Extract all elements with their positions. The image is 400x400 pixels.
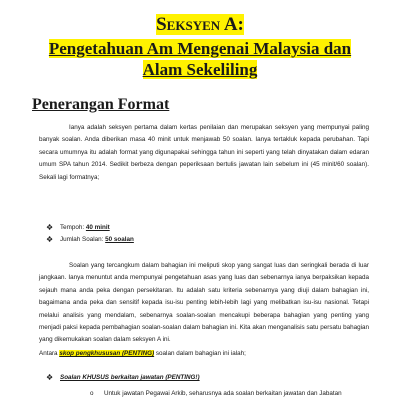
scope-intro-line (39, 348, 246, 360)
section-title (0, 14, 400, 36)
format-heading: Penerangan Format (32, 96, 170, 113)
sub-bullet-item (46, 372, 200, 384)
list-item-value: 50 soalan (105, 236, 134, 244)
scope-intro-suffix: soalan dalam bahagian ini ialah; (154, 350, 246, 357)
scope-highlight: skop pengkhususan (PENTING) (59, 350, 155, 357)
circle-bullet-icon: o (90, 390, 94, 397)
diamond-bullet-icon: ❖ (46, 373, 54, 382)
section-title-text: Seksyen A: (156, 14, 244, 35)
list-item (46, 222, 134, 234)
scope-paragraph-text: Soalan yang tercangkum dalam bahagian ini meliputi skop yang sangat luas dan seringkali berada di luar jangkaan. Ianya menuntut anda mempunyai pengetahuan asas yang luas dan sebenarnya ianya berpaksikan kepada sejauh mana anda peka dengan persekitaran. Itu adalah satu kriteria sebenarnya yang diuji dalam bahagian ini, bagaimana anda peka dan sensitif kepada isu-isu penting lebih-lebih lagi yang melibatkan isu-isu nasional. Tetapi melalui analisis yang mendalam, sebenarnya soalan-soalan mencakupi beberapa bahagian yang penting yang menjadi paksi kepada pembahagian soalan-soalan dalam bahagian ini. Kita akan menganalisis satu persatu bahagian yang dikemukakan soalan dalam seksyen A ini. (39, 262, 369, 344)
format-list (46, 222, 134, 247)
section-subtitle-line1: Pengetahuan Am Mengenai Malaysia dan (48, 39, 352, 58)
scope-intro-prefix: Antara (39, 350, 60, 357)
list-item (46, 234, 134, 246)
scope-paragraph (39, 260, 369, 347)
diamond-bullet-icon: ❖ (46, 235, 54, 245)
list-item-label: Tempoh: (60, 224, 86, 231)
list-item-value: 40 minit (85, 224, 110, 231)
sub-bullet-text: Soalan KHUSUS berkaitan jawatan (PENTING!) (60, 374, 200, 381)
sub-sub-bullet-item (90, 388, 342, 400)
sub-sub-bullet-text: Untuk jawatan Pegawai Arkib, seharusnya ada soalan berkaitan jawatan dan Jabatan (104, 390, 342, 397)
intro-paragraph-text: Ianya adalah seksyen pertama dalam kertas penilaian dan merupakan seksyen yang mempunyai paling banyak soalan. Anda diberikan masa 40 minit untuk menjawab 50 soalan. Ianya tertakluk kepada perubahan. Tapi secara umumnya itu adalah format yang digunapakai sehingga tahun ini seperti yang telah dinyatakan dalam edaran umum SPA tahun 2014. Sedikit berbeza dengan peperiksaan bertulis jawatan lain sebelum ini (45 minit/60 soalan). Sekali lagi formatnya; (39, 124, 369, 181)
section-subtitle-line2: Alam Sekeliling (142, 60, 258, 79)
list-item-label: Jumlah Soalan: (60, 236, 106, 244)
intro-paragraph (39, 122, 369, 184)
section-subtitle (0, 38, 400, 80)
diamond-bullet-icon: ❖ (46, 223, 54, 232)
